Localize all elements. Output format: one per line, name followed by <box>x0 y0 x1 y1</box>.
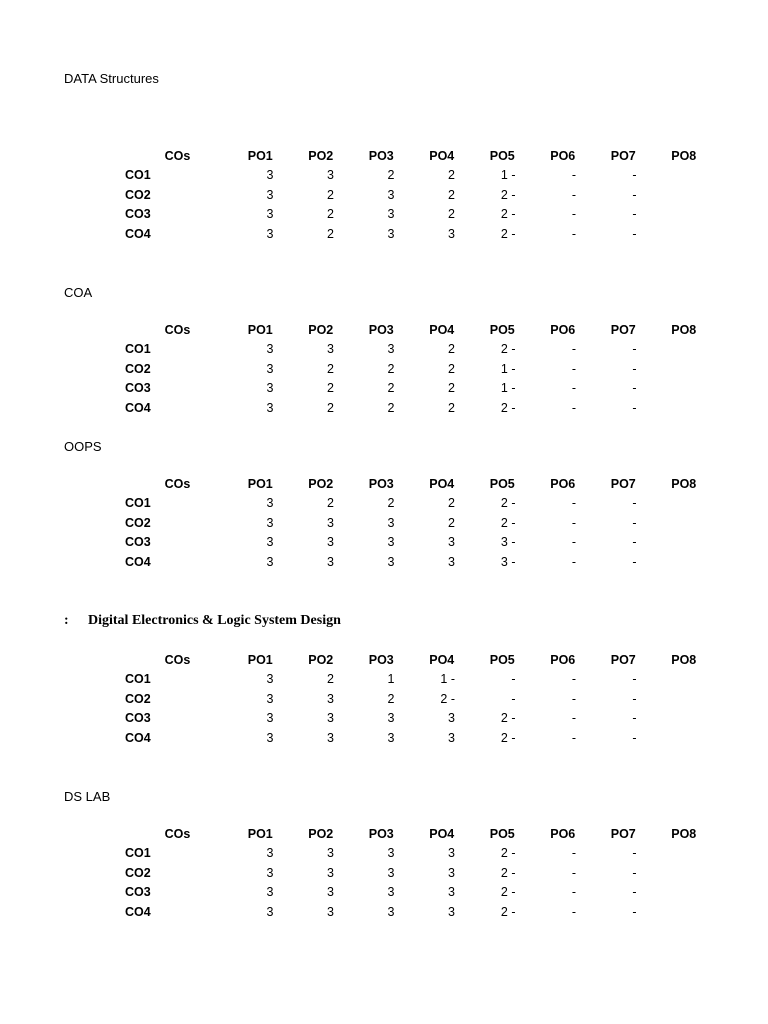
value-cell: - <box>632 904 637 919</box>
co-cell: CO3 <box>125 885 151 900</box>
value-cell: 3 <box>266 168 274 183</box>
header-cell: PO6 <box>550 148 576 163</box>
table-row <box>0 883 714 903</box>
value-cell: 2 - <box>500 187 516 202</box>
value-cell: 3 - <box>500 535 516 550</box>
value-cell <box>654 494 715 514</box>
header-cell: PO7 <box>610 826 636 841</box>
value-cell: - <box>632 381 637 396</box>
value-cell: 3 <box>327 515 334 530</box>
co-cell: CO1 <box>125 846 151 861</box>
co-cell: CO3 <box>125 207 151 222</box>
value-cell: - <box>571 400 576 415</box>
value-cell: 2 <box>387 361 395 376</box>
value-cell: 2 - <box>500 342 516 357</box>
value-cell: - <box>571 554 576 569</box>
value-cell <box>654 185 715 205</box>
value-cell: 3 <box>266 342 274 357</box>
value-cell: 2 <box>327 207 334 222</box>
table-row <box>0 709 714 729</box>
value-cell: 1 - <box>500 361 516 376</box>
value-cell: - <box>632 885 637 900</box>
value-cell <box>654 902 715 922</box>
value-cell <box>654 883 715 903</box>
value-cell: 3 <box>266 865 274 880</box>
value-cell: 3 <box>266 381 274 396</box>
value-cell: 3 - <box>500 554 516 569</box>
header-cell: PO2 <box>308 476 334 491</box>
title-prefix: : <box>64 613 69 628</box>
header-cell: PO2 <box>308 322 334 337</box>
value-cell: - <box>571 904 576 919</box>
header-cell: PO2 <box>308 652 334 667</box>
value-cell: 3 <box>266 535 274 550</box>
value-cell: 2 <box>387 400 395 415</box>
value-cell: 2 <box>327 187 334 202</box>
value-cell: 3 <box>448 885 455 900</box>
table-row <box>0 863 714 883</box>
table-row <box>0 728 714 748</box>
header-cell: PO8 <box>671 476 697 491</box>
value-cell: - <box>571 865 576 880</box>
header-cell: PO4 <box>429 148 455 163</box>
value-cell: - <box>632 361 637 376</box>
value-cell: 3 <box>266 554 274 569</box>
value-cell: - <box>571 207 576 222</box>
value-cell: - <box>632 342 637 357</box>
value-cell: - <box>632 691 637 706</box>
value-cell: - <box>632 846 637 861</box>
value-cell: - <box>571 381 576 396</box>
value-cell: - <box>632 496 637 511</box>
value-cell: 3 <box>387 730 395 745</box>
value-cell: 3 <box>387 187 395 202</box>
value-cell: 3 <box>327 342 334 357</box>
table-row <box>0 185 714 205</box>
value-cell: 2 <box>327 672 334 687</box>
value-cell: 2 <box>387 168 395 183</box>
header-cell: PO2 <box>308 148 334 163</box>
header-cell: PO4 <box>429 476 455 491</box>
table-row <box>0 902 714 922</box>
value-cell: 2 <box>327 496 334 511</box>
co-po-table <box>0 650 714 748</box>
co-cell: CO1 <box>125 168 151 183</box>
co-cell: CO3 <box>125 381 151 396</box>
section-title <box>64 613 341 629</box>
value-cell: 3 <box>327 904 334 919</box>
header-cell: COs <box>164 148 191 163</box>
value-cell: 2 - <box>440 691 455 706</box>
value-cell <box>654 689 715 709</box>
header-cell: PO5 <box>489 322 515 337</box>
co-cell: CO1 <box>125 342 151 357</box>
value-cell: 3 <box>266 846 274 861</box>
value-cell: 3 <box>387 904 395 919</box>
value-cell <box>654 513 715 533</box>
value-cell: 3 <box>266 515 274 530</box>
value-cell: 3 <box>327 691 334 706</box>
value-cell: 2 <box>327 226 334 241</box>
table-row <box>0 689 714 709</box>
value-cell: 2 - <box>500 904 516 919</box>
value-cell: 3 <box>266 207 274 222</box>
value-cell: 3 <box>387 226 395 241</box>
co-cell: CO2 <box>125 865 151 880</box>
co-cell: CO2 <box>125 691 151 706</box>
value-cell: 3 <box>387 865 395 880</box>
value-cell <box>654 398 715 418</box>
header-cell: COs <box>164 322 191 337</box>
value-cell: 2 - <box>500 400 516 415</box>
value-cell: 2 - <box>500 865 516 880</box>
section-title: DS LAB <box>64 789 111 804</box>
value-cell: - <box>571 535 576 550</box>
table-row <box>0 379 714 399</box>
header-cell: PO1 <box>247 476 273 491</box>
value-cell: 2 <box>448 361 455 376</box>
co-cell: CO1 <box>125 672 151 687</box>
value-cell: 3 <box>327 535 334 550</box>
header-cell: PO7 <box>610 652 636 667</box>
section-title: COA <box>64 285 93 300</box>
value-cell: 3 <box>387 554 395 569</box>
value-cell: 2 - <box>500 846 516 861</box>
value-cell: 1 - <box>500 168 516 183</box>
value-cell: - <box>632 515 637 530</box>
table-row <box>0 340 714 360</box>
value-cell: 2 <box>387 381 395 396</box>
header-cell: COs <box>164 652 191 667</box>
header-cell: PO3 <box>368 148 394 163</box>
value-cell: 3 <box>327 885 334 900</box>
value-cell: 2 <box>387 496 395 511</box>
value-cell: 1 - <box>440 672 455 687</box>
value-cell: 2 <box>448 400 455 415</box>
value-cell: - <box>571 730 576 745</box>
value-cell: 2 <box>448 496 455 511</box>
value-cell <box>654 844 715 864</box>
header-cell: PO1 <box>247 826 273 841</box>
co-cell: CO2 <box>125 187 151 202</box>
value-cell: - <box>571 691 576 706</box>
header-cell: COs <box>164 476 191 491</box>
header-row <box>0 824 714 844</box>
value-cell: 3 <box>327 730 334 745</box>
value-cell: - <box>571 711 576 726</box>
title-text: Digital Electronics & Logic System Design <box>88 613 341 628</box>
header-cell: PO5 <box>489 148 515 163</box>
table-row <box>0 844 714 864</box>
header-cell: PO1 <box>247 652 273 667</box>
header-cell: COs <box>164 826 191 841</box>
value-cell: 3 <box>266 496 274 511</box>
table-row <box>0 166 714 186</box>
value-cell: 3 <box>387 846 395 861</box>
value-cell: 3 <box>266 187 274 202</box>
header-row <box>0 650 714 670</box>
co-cell: CO3 <box>125 711 151 726</box>
value-cell: 3 <box>327 168 334 183</box>
value-cell: 3 <box>327 554 334 569</box>
co-cell: CO4 <box>125 730 151 745</box>
header-cell: PO6 <box>550 322 576 337</box>
header-cell: PO1 <box>247 148 273 163</box>
table-row <box>0 552 714 572</box>
header-cell: PO2 <box>308 826 334 841</box>
value-cell: 3 <box>387 342 395 357</box>
value-cell <box>654 552 715 572</box>
co-cell: CO4 <box>125 904 151 919</box>
value-cell: 3 <box>448 535 455 550</box>
header-row <box>0 320 714 340</box>
section-title: DATA Structures <box>64 71 159 86</box>
value-cell: 2 - <box>500 226 516 241</box>
header-cell: PO7 <box>610 148 636 163</box>
value-cell: 2 <box>448 342 455 357</box>
value-cell: 2 <box>327 361 334 376</box>
co-po-table <box>0 824 714 922</box>
value-cell: 2 - <box>500 885 516 900</box>
header-cell: PO6 <box>550 826 576 841</box>
value-cell: 3 <box>387 885 395 900</box>
value-cell: 2 - <box>500 207 516 222</box>
header-cell: PO6 <box>550 652 576 667</box>
table-row <box>0 398 714 418</box>
header-cell: PO8 <box>671 148 697 163</box>
header-row <box>0 146 714 166</box>
value-cell <box>654 205 715 225</box>
table-row <box>0 205 714 225</box>
table-row <box>0 359 714 379</box>
value-cell <box>654 340 715 360</box>
value-cell: 3 <box>448 904 455 919</box>
value-cell: - <box>632 187 637 202</box>
value-cell: - <box>571 168 576 183</box>
co-po-table <box>0 146 714 244</box>
header-cell: PO3 <box>368 476 394 491</box>
value-cell: 3 <box>448 846 455 861</box>
value-cell <box>654 670 715 690</box>
value-cell: - <box>632 400 637 415</box>
value-cell: 3 <box>327 711 334 726</box>
value-cell: 3 <box>266 691 274 706</box>
value-cell: 2 <box>327 381 334 396</box>
value-cell: 2 <box>387 691 395 706</box>
value-cell: 2 <box>448 207 455 222</box>
value-cell <box>654 533 715 553</box>
value-cell: 1 <box>387 672 395 687</box>
value-cell <box>654 863 715 883</box>
value-cell: 3 <box>266 885 274 900</box>
value-cell: 3 <box>387 535 395 550</box>
value-cell: - <box>571 672 576 687</box>
value-cell: - <box>571 885 576 900</box>
value-cell: 3 <box>327 846 334 861</box>
header-cell: PO8 <box>671 322 697 337</box>
value-cell: - <box>571 361 576 376</box>
value-cell: - <box>632 672 637 687</box>
value-cell: 3 <box>448 730 455 745</box>
header-cell: PO5 <box>489 826 515 841</box>
table-row <box>0 494 714 514</box>
value-cell: 2 <box>327 400 334 415</box>
value-cell <box>654 224 715 244</box>
value-cell: 2 <box>448 168 455 183</box>
header-cell: PO4 <box>429 826 455 841</box>
table-row <box>0 513 714 533</box>
value-cell: - <box>632 865 637 880</box>
co-cell: CO4 <box>125 226 151 241</box>
value-cell: 2 - <box>500 496 516 511</box>
value-cell: 3 <box>387 711 395 726</box>
value-cell: 2 - <box>500 515 516 530</box>
value-cell: - <box>632 226 637 241</box>
value-cell: 3 <box>448 226 455 241</box>
value-cell: 3 <box>387 207 395 222</box>
value-cell <box>654 728 715 748</box>
value-cell: - <box>632 730 637 745</box>
header-cell: PO6 <box>550 476 576 491</box>
co-cell: CO4 <box>125 400 151 415</box>
header-cell: PO1 <box>247 322 273 337</box>
value-cell: 3 <box>266 904 274 919</box>
header-cell: PO4 <box>429 322 455 337</box>
value-cell: - <box>632 554 637 569</box>
value-cell: 3 <box>266 711 274 726</box>
value-cell: 3 <box>266 226 274 241</box>
table-row <box>0 670 714 690</box>
value-cell <box>654 709 715 729</box>
table-row <box>0 533 714 553</box>
value-cell <box>654 166 715 186</box>
value-cell: - <box>571 496 576 511</box>
value-cell: 3 <box>448 711 455 726</box>
value-cell <box>654 379 715 399</box>
value-cell: - <box>571 342 576 357</box>
value-cell <box>654 359 715 379</box>
header-cell: PO8 <box>671 826 697 841</box>
value-cell: 3 <box>266 400 274 415</box>
value-cell: 2 - <box>500 711 516 726</box>
value-cell: - <box>632 207 637 222</box>
value-cell: - <box>511 672 516 687</box>
co-cell: CO2 <box>125 361 151 376</box>
header-cell: PO7 <box>610 322 636 337</box>
value-cell: 3 <box>448 865 455 880</box>
section-title: OOPS <box>64 439 102 454</box>
value-cell: 3 <box>448 554 455 569</box>
value-cell: - <box>571 515 576 530</box>
value-cell: 2 <box>448 187 455 202</box>
header-cell: PO3 <box>368 322 394 337</box>
co-cell: CO3 <box>125 535 151 550</box>
value-cell: - <box>632 711 637 726</box>
co-cell: CO4 <box>125 554 151 569</box>
header-cell: PO7 <box>610 476 636 491</box>
value-cell: 2 <box>448 515 455 530</box>
value-cell: 3 <box>266 730 274 745</box>
co-po-table <box>0 320 714 418</box>
value-cell: 1 - <box>500 381 516 396</box>
value-cell: - <box>571 846 576 861</box>
value-cell: 2 - <box>500 730 516 745</box>
value-cell: - <box>511 691 516 706</box>
header-row <box>0 474 714 494</box>
co-cell: CO2 <box>125 515 151 530</box>
value-cell: 3 <box>266 672 274 687</box>
value-cell: 3 <box>387 515 395 530</box>
header-cell: PO8 <box>671 652 697 667</box>
value-cell: 3 <box>327 865 334 880</box>
header-cell: PO5 <box>489 476 515 491</box>
header-cell: PO3 <box>368 652 394 667</box>
value-cell: - <box>571 226 576 241</box>
co-po-table <box>0 474 714 572</box>
value-cell: - <box>632 535 637 550</box>
table-row <box>0 224 714 244</box>
header-cell: PO5 <box>489 652 515 667</box>
value-cell: - <box>632 168 637 183</box>
value-cell: 3 <box>266 361 274 376</box>
value-cell: - <box>571 187 576 202</box>
header-cell: PO3 <box>368 826 394 841</box>
value-cell: 2 <box>448 381 455 396</box>
co-cell: CO1 <box>125 496 151 511</box>
header-cell: PO4 <box>429 652 455 667</box>
